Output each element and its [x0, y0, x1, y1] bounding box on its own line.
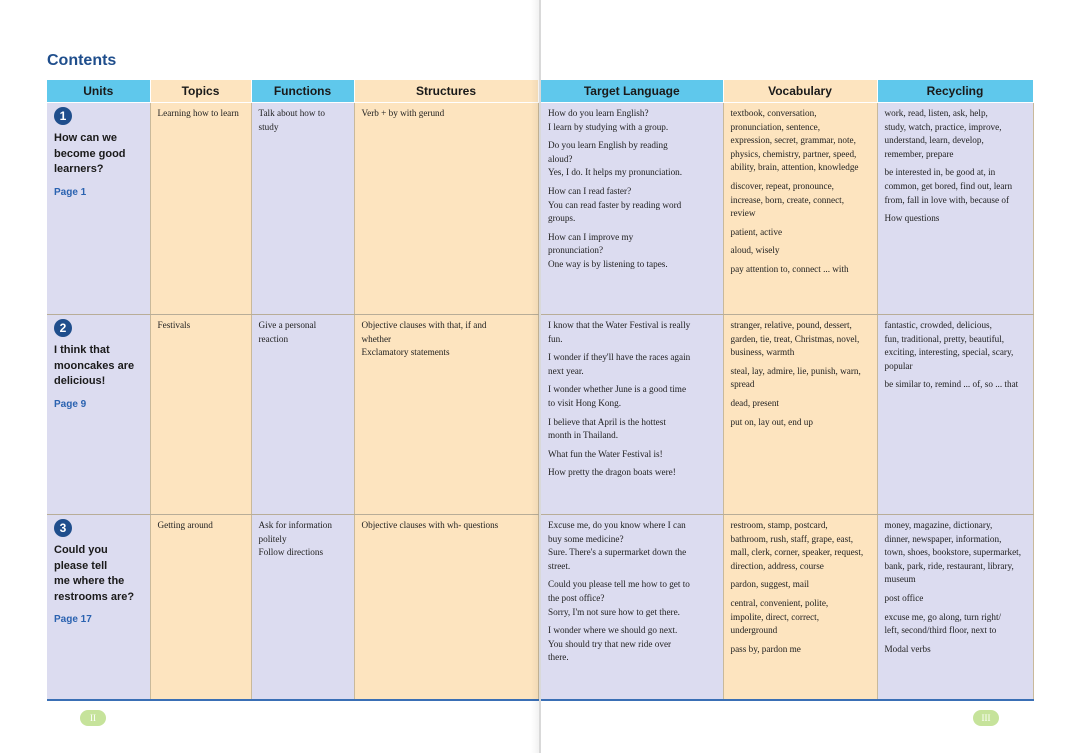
- cell-paragraph: [885, 212, 1027, 226]
- cell-line: next year.: [548, 365, 584, 376]
- cell-line: bank, park, ride, restaurant, library,: [884, 560, 1014, 571]
- cell-line: expression, secret, grammar, note,: [730, 135, 856, 146]
- cell-line: dead, present: [730, 397, 779, 408]
- cell-line: I wonder whether June is a good time: [548, 384, 687, 395]
- cell-line: popular: [884, 360, 913, 371]
- cell-line: street.: [548, 560, 571, 571]
- structures-cell: [354, 515, 538, 701]
- cell-paragraph: [885, 643, 1027, 657]
- unit-page-link: Page 9: [54, 398, 87, 410]
- cell-line: aloud, wisely: [730, 245, 780, 256]
- cell-line: fantastic, crowded, delicious,: [884, 320, 992, 330]
- cell-line: exciting, interesting, special, scary,: [884, 347, 1014, 358]
- cell-line: from, fall in love with, because of: [884, 194, 1010, 205]
- functions-cell: [251, 103, 354, 315]
- unit-cell: [47, 515, 150, 701]
- cell-line: I know that the Water Festival is really: [548, 320, 691, 330]
- cell-line: excuse me, go along, turn right/: [884, 611, 1002, 622]
- cell-paragraph: [548, 466, 717, 480]
- cell-paragraph: [548, 383, 717, 410]
- cell-line: I wonder if they'll have the races again: [548, 352, 691, 363]
- cell-paragraph: [731, 397, 871, 411]
- cell-line: the post office?: [548, 592, 605, 603]
- cell-line: business, warmth: [730, 347, 795, 358]
- cell-paragraph: [731, 319, 871, 360]
- cell-line: You can read faster by reading word: [548, 199, 682, 210]
- cell-paragraph: [885, 319, 1027, 373]
- cell-paragraph: [548, 519, 717, 573]
- cell-line: garden, tie, treat, Christmas, novel,: [730, 333, 860, 344]
- target-language-cell: [541, 515, 723, 701]
- vocabulary-cell: [723, 315, 877, 515]
- cell-line: review: [730, 208, 756, 219]
- unit-title-line: restrooms are?: [54, 590, 135, 603]
- cell-line: I learn by studying with a group.: [548, 121, 669, 132]
- cell-paragraph: [548, 416, 717, 443]
- cell-line: Learning how to learn: [157, 108, 239, 118]
- topics-cell: [150, 315, 251, 515]
- left-page: [0, 0, 539, 753]
- unit-title-line: learners?: [54, 163, 104, 175]
- cell-line: Objective clauses with wh- questions: [361, 520, 499, 530]
- cell-paragraph: [731, 597, 871, 638]
- cell-paragraph: [548, 107, 717, 134]
- cell-paragraph: [885, 378, 1027, 392]
- unit-number: 2: [54, 319, 72, 337]
- cell-line: pronunciation?: [548, 245, 604, 256]
- cell-line: money, magazine, dictionary,: [884, 520, 993, 530]
- unit-title-line: become good: [54, 147, 126, 160]
- cell-line: I wonder where we should go next.: [548, 625, 678, 636]
- cell-line: politely: [258, 533, 287, 544]
- cell-paragraph: [548, 351, 717, 378]
- cell-line: Yes, I do. It helps my pronunciation.: [548, 167, 683, 178]
- unit-row: [47, 315, 538, 515]
- target-language-cell: [541, 315, 723, 515]
- cell-paragraph: [885, 519, 1027, 587]
- cell-line: whether: [361, 333, 392, 344]
- cell-line: reaction: [258, 333, 289, 344]
- recycling-cell: [877, 103, 1033, 315]
- cell-line: Verb + by with gerund: [361, 108, 445, 118]
- cell-paragraph: [548, 185, 717, 226]
- cell-line: aloud?: [548, 153, 573, 164]
- unit-title-line: please tell: [54, 559, 108, 572]
- cell-line: How questions: [884, 213, 940, 224]
- cell-line: study: [258, 121, 279, 132]
- cell-paragraph: [885, 107, 1027, 161]
- cell-line: How do you learn English?: [548, 108, 649, 118]
- cell-paragraph: [731, 643, 871, 657]
- header-target-language: Target Language: [541, 80, 723, 103]
- unit-row: [541, 515, 1033, 701]
- functions-cell: [251, 515, 354, 701]
- cell-paragraph: [731, 416, 871, 430]
- cell-line: groups.: [548, 213, 576, 224]
- cell-line: left, second/third floor, next to: [884, 625, 997, 636]
- functions-cell: [251, 315, 354, 515]
- cell-paragraph: [731, 244, 871, 258]
- cell-line: Exclamatory statements: [361, 347, 450, 358]
- cell-line: stranger, relative, pound, dessert,: [730, 320, 852, 330]
- cell-line: pardon, suggest, mail: [730, 579, 810, 590]
- cell-paragraph: [731, 226, 871, 240]
- header-functions: Functions: [251, 80, 354, 103]
- cell-line: fun.: [548, 333, 563, 344]
- cell-line: How pretty the dragon boats were!: [548, 467, 676, 478]
- cell-paragraph: [731, 578, 871, 592]
- cell-line: Talk about how to: [258, 108, 325, 118]
- unit-title-line: Could you: [54, 544, 108, 556]
- recycling-cell: [877, 515, 1033, 701]
- unit-title: [54, 543, 144, 605]
- page-number-left: II: [80, 710, 106, 726]
- cell-line: there.: [548, 652, 569, 663]
- cell-paragraph: [731, 263, 871, 277]
- cell-line: dinner, newspaper, information,: [884, 533, 1002, 544]
- unit-number: 3: [54, 519, 72, 537]
- cell-line: patient, active: [730, 226, 783, 237]
- cell-paragraph: [548, 448, 717, 462]
- unit-page-link: Page 17: [54, 614, 92, 625]
- cell-line: common, get bored, find out, learn: [884, 180, 1013, 191]
- recycling-cell: [877, 315, 1033, 515]
- unit-title-line: delicious!: [54, 375, 106, 387]
- cell-line: Objective clauses with that, if and: [361, 320, 487, 330]
- cell-line: physics, chemistry, partner, speed,: [730, 148, 857, 159]
- cell-line: One way is by listening to tapes.: [548, 258, 668, 269]
- unit-row: [47, 103, 538, 315]
- cell-paragraph: [548, 624, 717, 665]
- header-recycling: Recycling: [877, 80, 1033, 103]
- unit-number: 1: [54, 107, 72, 125]
- cell-line: work, read, listen, ask, help,: [884, 108, 988, 118]
- cell-line: pass by, pardon me: [730, 643, 801, 654]
- header-vocabulary: Vocabulary: [723, 80, 877, 103]
- cell-line: underground: [730, 625, 778, 636]
- cell-line: pronunciation, sentence,: [730, 121, 821, 132]
- cell-line: buy some medicine?: [548, 533, 624, 544]
- cell-line: mall, clerk, corner, speaker, request,: [730, 547, 864, 558]
- vocabulary-cell: [723, 515, 877, 701]
- topics-cell: [150, 103, 251, 315]
- cell-line: post office: [884, 592, 924, 603]
- vocabulary-cell: [723, 103, 877, 315]
- cell-line: How can I improve my: [548, 231, 634, 242]
- cell-line: direction, address, course: [730, 560, 824, 571]
- cell-line: restroom, stamp, postcard,: [730, 520, 828, 530]
- cell-paragraph: [731, 519, 871, 573]
- unit-title: [54, 343, 144, 390]
- right-page: [541, 0, 1080, 753]
- cell-paragraph: [885, 611, 1027, 638]
- cell-line: understand, learn, develop,: [884, 135, 984, 146]
- cell-line: textbook, conversation,: [730, 108, 817, 118]
- cell-line: to visit Hong Kong.: [548, 397, 621, 408]
- cell-line: Sure. There's a supermarket down the: [548, 547, 687, 558]
- target-language-cell: [541, 103, 723, 315]
- unit-title: [54, 131, 144, 178]
- page-title: Contents: [47, 52, 117, 69]
- cell-paragraph: [731, 180, 871, 221]
- cell-paragraph: [731, 365, 871, 392]
- cell-line: ability, brain, attention, knowledge: [730, 162, 859, 173]
- unit-cell: [47, 315, 150, 515]
- cell-paragraph: [548, 231, 717, 272]
- contents-table-left: [47, 80, 539, 701]
- cell-paragraph: [548, 319, 717, 346]
- topics-cell: [150, 515, 251, 701]
- cell-line: Give a personal: [258, 320, 317, 330]
- unit-title-line: me where the: [54, 575, 125, 587]
- cell-line: impolite, direct, correct,: [730, 611, 820, 622]
- structures-cell: [354, 315, 538, 515]
- cell-line: study, watch, practice, improve,: [884, 121, 1002, 132]
- cell-line: bathroom, rush, staff, grape, east,: [730, 533, 854, 544]
- cell-line: How can I read faster?: [548, 185, 632, 196]
- unit-title-line: How can we: [54, 132, 117, 144]
- page-number-right: III: [973, 710, 999, 726]
- header-topics: Topics: [150, 80, 251, 103]
- unit-row: [541, 103, 1033, 315]
- cell-line: spread: [730, 379, 755, 390]
- cell-line: be similar to, remind ... of, so ... that: [884, 379, 1019, 390]
- unit-page-link: Page 1: [54, 186, 87, 198]
- structures-cell: [354, 103, 538, 315]
- cell-line: remember, prepare: [884, 148, 954, 159]
- cell-line: be interested in, be good at, in: [884, 167, 996, 178]
- cell-line: Modal verbs: [884, 643, 931, 654]
- cell-line: museum: [884, 574, 916, 585]
- cell-line: Festivals: [157, 320, 191, 330]
- cell-line: fun, traditional, pretty, beautiful,: [884, 333, 1005, 344]
- header-structures: Structures: [354, 80, 538, 103]
- cell-line: discover, repeat, pronounce,: [730, 180, 834, 191]
- cell-line: central, convenient, polite,: [730, 597, 829, 608]
- cell-line: What fun the Water Festival is!: [548, 448, 663, 459]
- cell-line: month in Thailand.: [548, 430, 619, 441]
- cell-line: Excuse me, do you know where I can: [548, 520, 686, 530]
- unit-title-line: mooncakes are: [54, 359, 135, 372]
- cell-line: Getting around: [157, 520, 213, 530]
- unit-row: [47, 515, 538, 701]
- header-units: Units: [47, 80, 150, 103]
- cell-line: steal, lay, admire, lie, punish, warn,: [730, 365, 861, 376]
- contents-table-right: [541, 80, 1034, 701]
- cell-line: Ask for information: [258, 520, 332, 530]
- unit-row: [541, 315, 1033, 515]
- cell-line: Do you learn English by reading: [548, 140, 668, 151]
- cell-line: pay attention to, connect ... with: [730, 263, 849, 274]
- cell-paragraph: [548, 139, 717, 180]
- cell-line: Follow directions: [258, 547, 324, 558]
- cell-line: town, shoes, bookstore, supermarket,: [884, 547, 1022, 558]
- cell-line: I believe that April is the hottest: [548, 416, 666, 427]
- cell-paragraph: [548, 578, 717, 619]
- unit-cell: [47, 103, 150, 315]
- cell-line: Sorry, I'm not sure how to get there.: [548, 606, 680, 617]
- cell-line: put on, lay out, end up: [730, 416, 813, 427]
- cell-line: increase, born, create, connect,: [730, 194, 845, 205]
- cell-paragraph: [885, 592, 1027, 606]
- cell-paragraph: [731, 107, 871, 175]
- unit-title-line: I think that: [54, 344, 110, 356]
- cell-line: Could you please tell me how to get to: [548, 579, 690, 590]
- cell-line: You should try that new ride over: [548, 638, 672, 649]
- cell-paragraph: [885, 166, 1027, 207]
